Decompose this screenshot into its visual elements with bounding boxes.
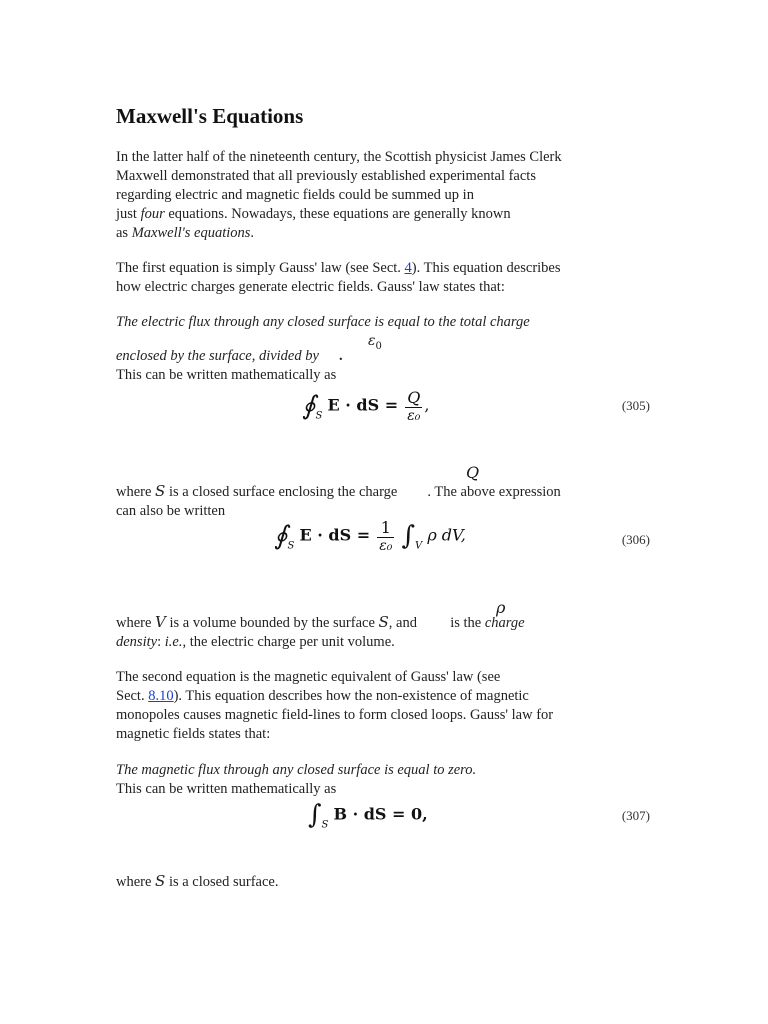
equation-number: (307) [621,808,650,823]
magnetic-gauss-paragraph [116,668,553,744]
text-line: magnetic fields states that: [116,726,271,742]
equation-306 [116,518,656,578]
intro-eq305: This can be written mathematically as [116,367,337,383]
section-4-link[interactable]: 4 [404,260,412,276]
text-line: The second equation is the magnetic equivalent of Gauss' law (see [116,669,501,685]
equation-307-formula: $\int_S$ B · dS = 0, [308,800,428,831]
rho-symbol: ρ [496,598,506,617]
text-line: The first equation is simply Gauss' law (see Sect. 4). This equation describes [116,260,561,276]
text-line: Sect. 8.10). This equation describes how the non-existence of magnetic [116,688,529,704]
text-line: where S is a closed surface enclosing the charge . The above expression [116,482,561,500]
text-line: monopoles causes magnetic field-lines to form closed loops. Gauss' law for [116,707,554,723]
text-line: as Maxwell's equations. [116,225,255,241]
text-line: In the latter half of the nineteenth century, the Scottish physicist James Clerk [116,149,562,165]
page-title: Maxwell's Equations [116,104,304,128]
text-line: how electric charges generate electric fields. Gauss' law states that: [116,279,505,295]
magnetic-statement: The magnetic flux through any closed surface is equal to zero. [116,762,477,778]
gauss-law-paragraph [116,259,561,297]
section-8-10-link[interactable]: 8.10 [148,688,174,704]
equation-305 [116,386,656,446]
equation-number: (306) [621,532,650,547]
volume-paragraph [116,613,525,652]
charge-symbol: Q [466,463,480,482]
intro-eq307: This can be written mathematically as [116,781,337,797]
text-line: can also be written [116,503,226,519]
text-line: The electric flux through any closed surface is equal to the total charge [116,314,530,330]
equation-307 [116,800,656,860]
gauss-statement [116,313,530,332]
text-line: just four equations. Nowadays, these equations are generally known [116,206,511,222]
text-line: Maxwell demonstrated that all previously established experimental facts [116,168,536,184]
text-line: regarding electric and magnetic fields could be summed up in [116,187,474,203]
closed-surface-paragraph [116,482,561,521]
text-line: density: i.e., the electric charge per unit volume. [116,634,395,650]
equation-number: (305) [621,398,650,413]
equation-305-formula: $∮_S$ E · dS = $\frac{Q}{\text{ε₀}}$ , [302,388,430,424]
gauss-statement-cont: enclosed by the surface, divided by . [116,348,343,364]
epsilon-zero-symbol: $\varepsilon_0$ [368,333,382,352]
text-line: where V is a volume bounded by the surface S, and is the charge [116,613,525,631]
intro-paragraph [116,148,562,243]
closing-paragraph: where S is a closed surface. [116,872,279,890]
equation-306-formula: $∮_S$ E · dS = $\frac{1}{\text{ε₀}}$ $\int_V$ ρ dV, [274,518,466,554]
